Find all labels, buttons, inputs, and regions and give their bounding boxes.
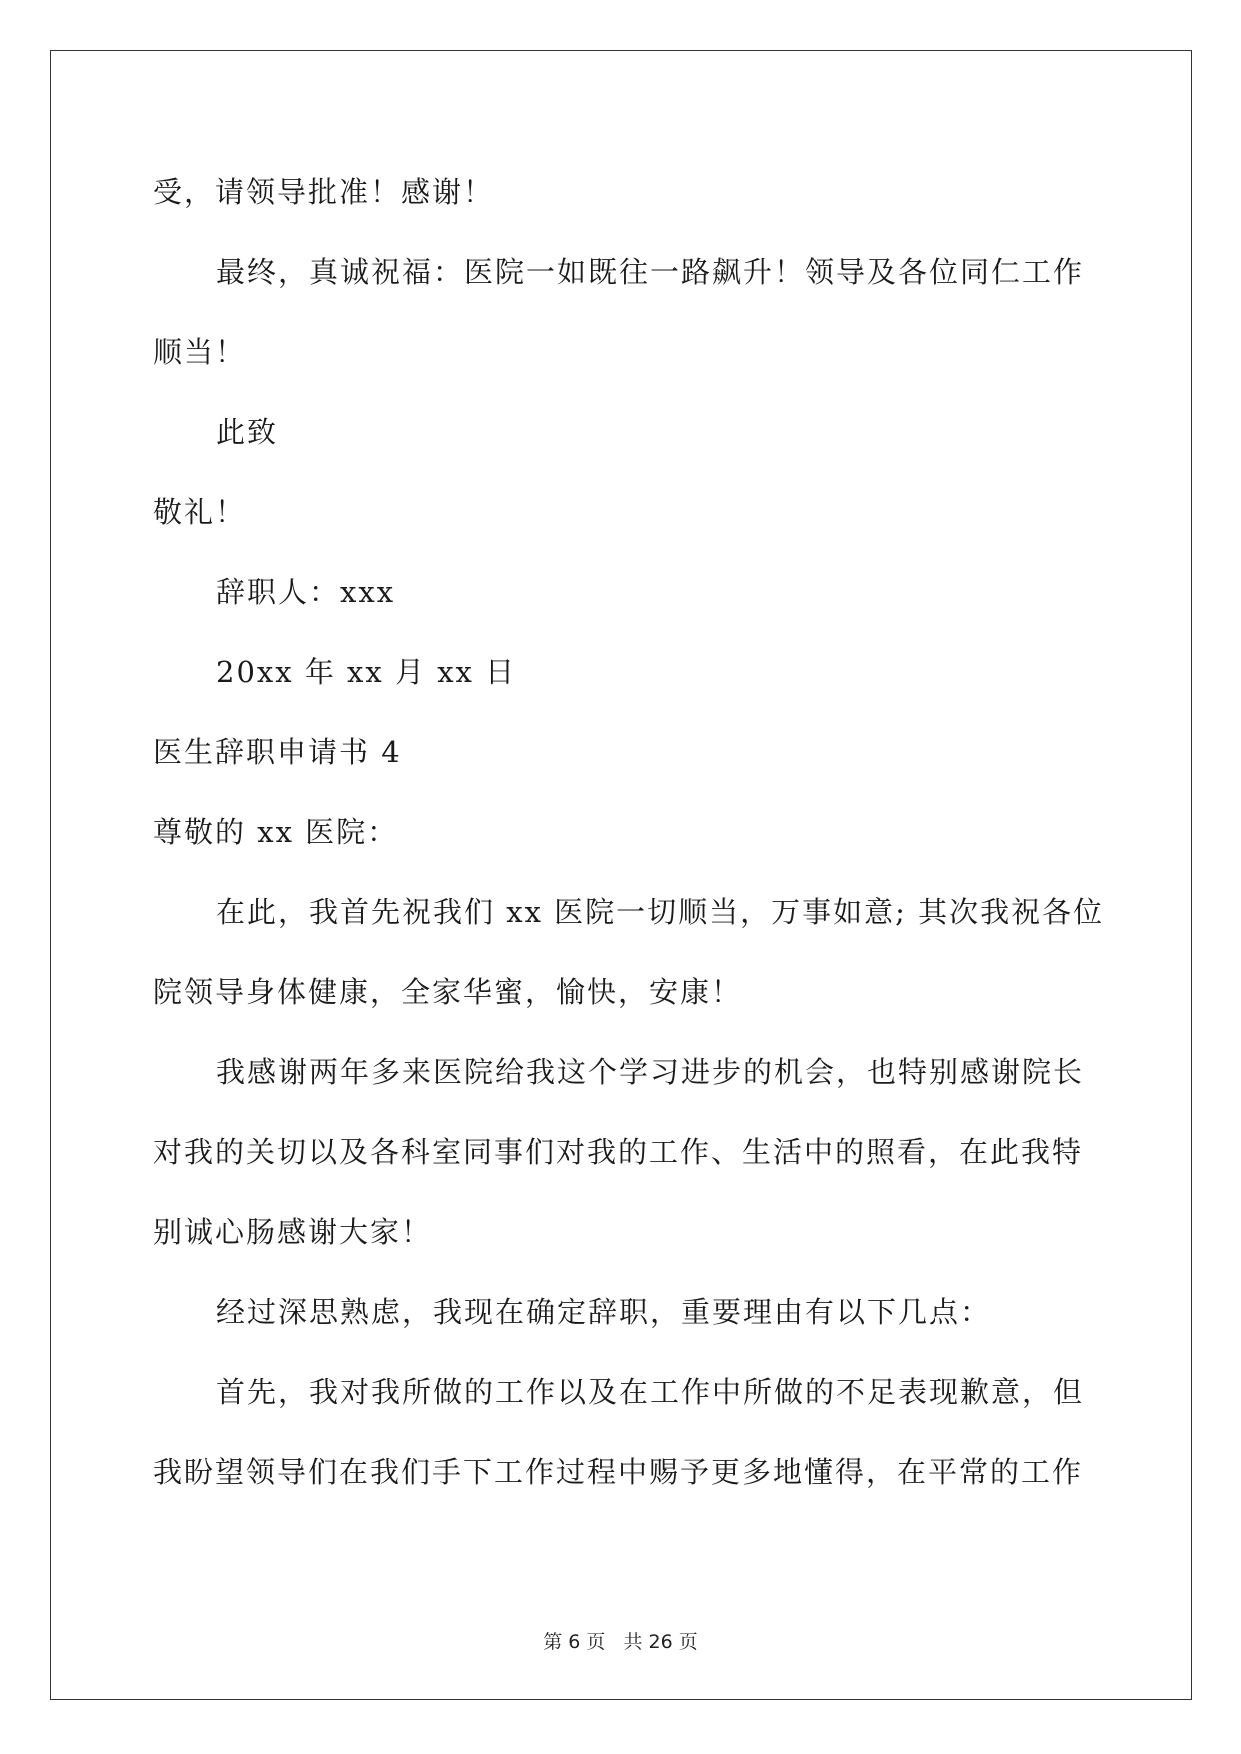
text-line: 经过深思熟虑，我现在确定辞职，重要理由有以下几点： — [216, 1295, 992, 1329]
text-line: 最终，真诚祝福：医院一如既往一路飙升！领导及各位同仁工作 — [216, 255, 1085, 289]
text-line: 受，请领导批准！感谢！ — [153, 175, 495, 209]
page-total: 共 26 页 — [623, 1631, 698, 1653]
text-line: 院领导身体健康，全家华蜜，愉快，安康！ — [153, 975, 743, 1009]
text-line: 对我的关切以及各科室同事们对我的工作、生活中的照看，在此我特 — [153, 1135, 1084, 1169]
text-line: 首先，我对我所做的工作以及在工作中所做的不足表现歉意，但 — [216, 1375, 1085, 1409]
text-line: 顺当！ — [153, 335, 247, 369]
addressee: 尊敬的 xx 医院： — [153, 815, 399, 849]
signature-line: 辞职人：xxx — [216, 575, 396, 609]
text-line: 我盼望领导们在我们手下工作过程中赐予更多地懂得，在平常的工作 — [153, 1455, 1084, 1489]
text-line: 别诚心肠感谢大家！ — [153, 1215, 433, 1249]
closing-salutation: 此致 — [216, 415, 279, 449]
text-line: 在此，我首先祝我们 xx 医院一切顺当，万事如意; 其次我祝各位 — [216, 895, 1105, 929]
section-heading: 医生辞职申请书 4 — [153, 735, 402, 769]
text-line: 我感谢两年多来医院给我这个学习进步的机会，也特别感谢院长 — [216, 1055, 1085, 1089]
date-line: 20xx 年 xx 月 xx 日 — [216, 655, 517, 689]
page-footer — [0, 1630, 1241, 1654]
closing-respect: 敬礼！ — [153, 495, 247, 529]
page-number: 第 6 页 — [543, 1631, 606, 1653]
